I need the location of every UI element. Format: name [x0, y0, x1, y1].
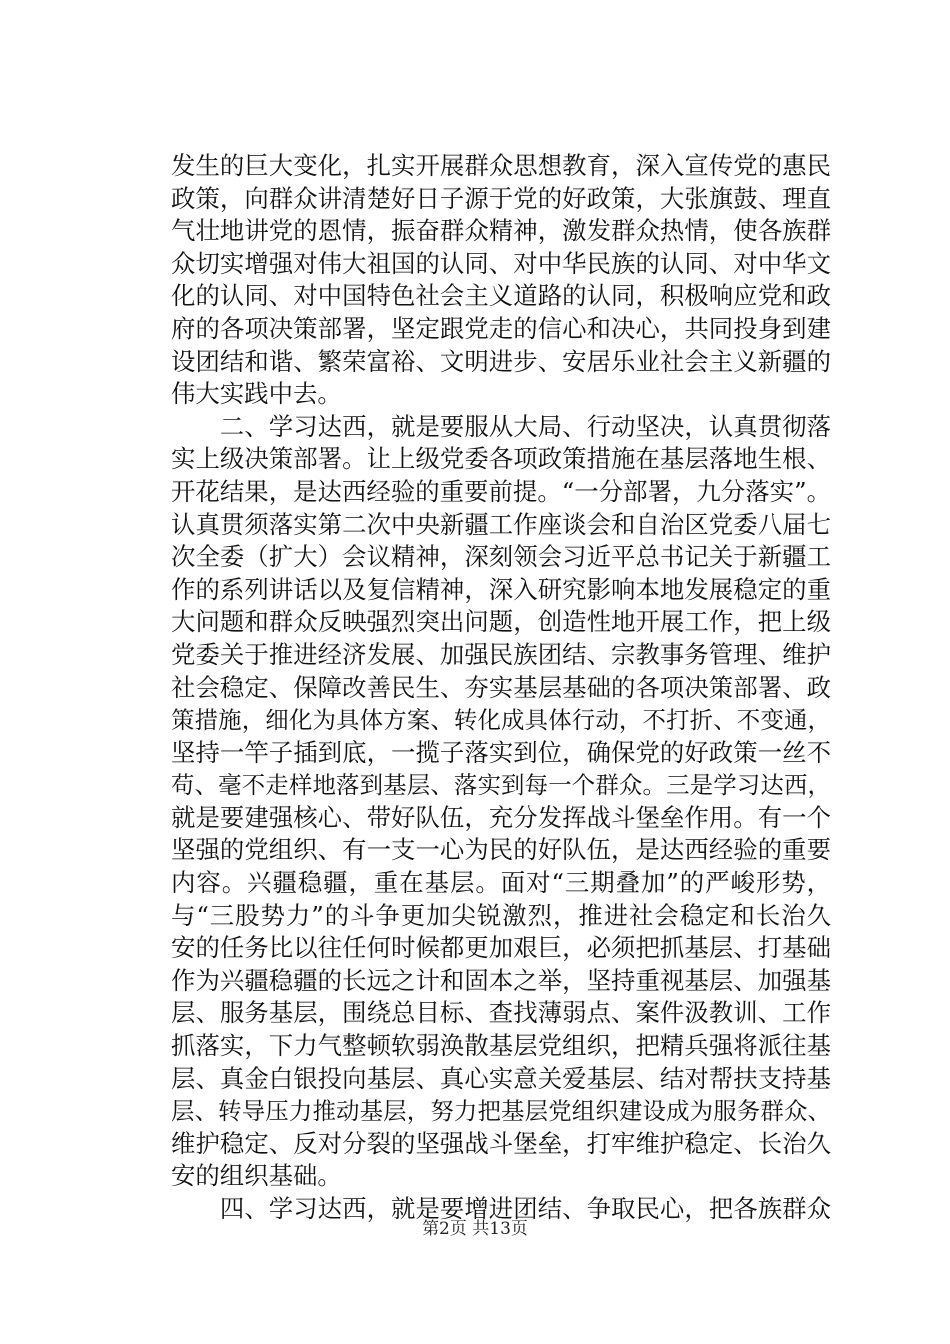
- text-line: 安的组织基础。: [171, 1161, 342, 1191]
- text-line: 坚强的党组织、有一支一心为民的好队伍，是达西经验的重要: [171, 835, 831, 865]
- text-line: 苟、毫不走样地落到基层、落实到每一个群众。三是学习达西，: [171, 771, 831, 800]
- text-line: 层、转导压力推动基层，努力把基层党组织建设成为服务群众、: [171, 1097, 831, 1126]
- text-line: 安的任务比以往任何时候都更加艰巨，必须把抓基层、打基础: [171, 933, 831, 963]
- text-line: 次全委（扩大）会议精神，深刻领会习近平总书记关于新疆工: [171, 542, 831, 572]
- text-line: 府的各项决策部署，坚定跟党走的信心和决心，共同投身到建: [171, 313, 831, 343]
- text-line: 众切实增强对伟大祖国的认同、对中华民族的认同、对中华文: [171, 248, 831, 278]
- text-line: 抓落实，下力气整顿软弱涣散基层党组织，把精兵强将派往基: [171, 1031, 831, 1061]
- document-body: [171, 150, 831, 1226]
- text-line: 党委关于推进经济发展、加强民族团结、宗教事务管理、维护: [171, 639, 831, 669]
- text-line: 作的系列讲话以及复信精神，深入研究影响本地发展稳定的重: [171, 574, 831, 604]
- text-line: 开花结果，是达西经验的重要前提。“一分部署，九分落实”。: [171, 476, 831, 506]
- text-line: 二、学习达西，就是要服从大局、行动坚决，认真贯彻落: [171, 411, 831, 441]
- text-line: 层、真金白银投向基层、真心实意关爱基层、结对帮扶支持基: [171, 1063, 831, 1093]
- text-line: 与“三股势力”的斗争更加尖锐激烈，推进社会稳定和长治久: [171, 900, 831, 930]
- text-line: 认真贯须落实第二次中央新疆工作座谈会和自治区党委八届七: [171, 509, 831, 539]
- text-line: 政策，向群众讲清楚好日子源于党的好政策，大张旗鼓、理直: [171, 183, 831, 213]
- text-line: 就是要建强核心、带好队伍，充分发挥战斗堡垒作用。有一个: [171, 802, 831, 832]
- text-line: 维护稳定、反对分裂的坚强战斗堡垒，打牢维护稳定、长治久: [171, 1128, 831, 1158]
- text-line: 设团结和谐、繁荣富裕、文明进步、安居乐业社会主义新疆的: [171, 346, 831, 376]
- text-line: 大问题和群众反映强烈突出问题，创造性地开展工作，把上级: [171, 607, 831, 637]
- text-line: 发生的巨大变化，扎实开展群众思想教育，深入宣传党的惠民: [171, 151, 831, 180]
- text-line: 策措施，细化为具体方案、转化成具体行动，不打折、不变通，: [171, 706, 831, 735]
- text-line: 层、服务基层，围绕总目标、查找薄弱点、案件汲教训、工作: [171, 998, 831, 1028]
- text-line: 社会稳定、保障改善民生、夯实基层基础的各项决策部署、政: [171, 672, 831, 702]
- text-line: 伟大实践中去。: [171, 379, 342, 409]
- text-line: 化的认同、对中国特色社会主义道路的认同，积极响应党和政: [171, 281, 831, 311]
- text-line: 内容。兴疆稳疆，重在基层。面对“三期叠加”的严峻形势，: [171, 868, 831, 898]
- text-line: 坚持一竿子插到底，一揽子落实到位，确保党的好政策一丝不: [171, 737, 831, 767]
- text-line: 气壮地讲党的恩情，振奋群众精神，激发群众热情，使各族群: [171, 216, 831, 246]
- page-footer: 第2页 共13页: [422, 1219, 528, 1239]
- text-line: 四、学习达西，就是要增进团结、争取民心，把各族群众: [171, 1194, 831, 1223]
- text-line: 实上级决策部署。让上级党委各项政策措施在基层落地生根、: [171, 444, 831, 474]
- text-line: 作为兴疆稳疆的长远之计和固本之举，坚持重视基层、加强基: [171, 965, 831, 995]
